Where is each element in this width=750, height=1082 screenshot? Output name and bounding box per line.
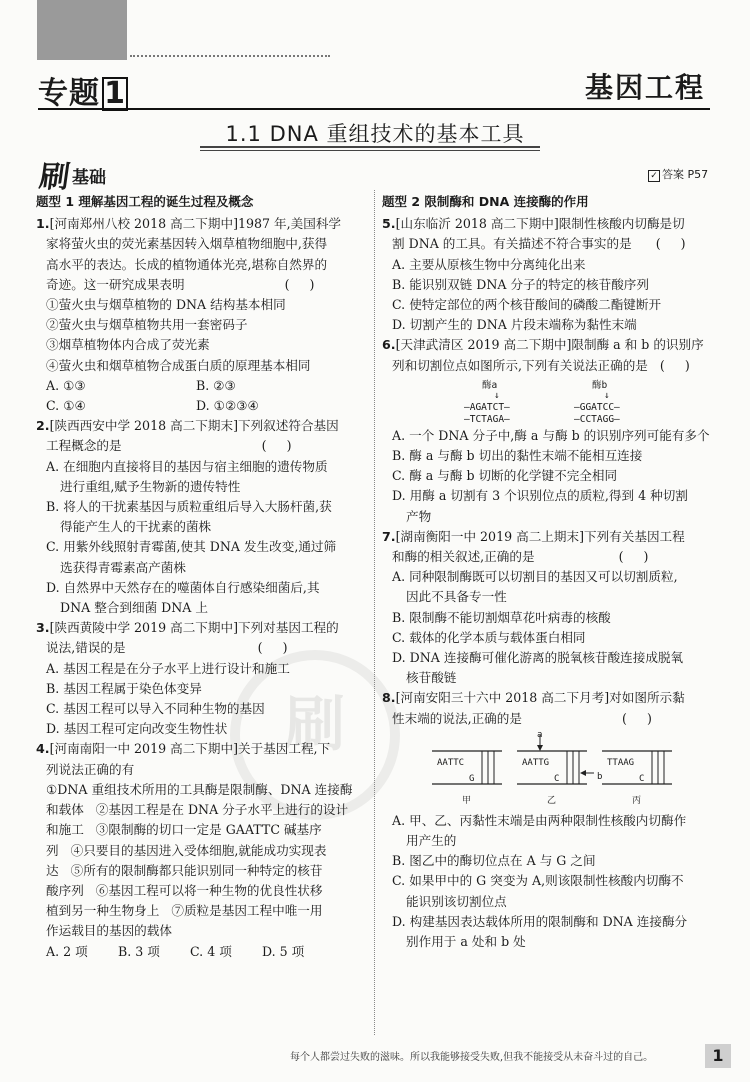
option-d-cont: 产物 (406, 508, 432, 524)
right-column (382, 192, 712, 952)
seq-b-bot: —CCTAGG— (574, 413, 620, 425)
option-a: A. 同种限制酶既可以切割目的基因又可以切割质粒, (392, 569, 678, 585)
option-c: C. 4 项 (190, 943, 232, 959)
dotted-decoration (130, 55, 330, 57)
label-a: a (537, 729, 543, 740)
option-c: C. ①④ (46, 398, 86, 414)
option-c-cont: 能识别该切割位点 (406, 893, 507, 909)
question-text: 家将萤火虫的荧光素基因转入烟草植物细胞中,获得 (46, 236, 328, 252)
option-c: C. 载体的化学本质与载体蛋白相同 (392, 629, 586, 645)
option-d-cont: DNA 整合到细菌 DNA 上 (60, 600, 208, 616)
option-c: C. 使特定部位的两个核苷酸间的磷酸二酯键断开 (392, 297, 662, 313)
question-5 (382, 214, 712, 335)
statement: ②萤火虫与烟草植物共用一套密码子 (46, 317, 248, 333)
statement: ④萤火虫和烟草植物合成蛋白质的原理基本相同 (46, 357, 311, 373)
option-c: C. 酶 a 与酶 b 切断的化学键不完全相同 (392, 468, 618, 484)
statement: 和施工 ③限制酶的切口一定是 GAATTC 碱基序 (46, 822, 322, 838)
option-a: A. 2 项 (46, 943, 88, 959)
option-row (36, 942, 368, 962)
statement: ①萤火虫与烟草植物的 DNA 结构基本相同 (46, 297, 286, 313)
seq-a-bot: —TCTAGA— (464, 413, 510, 425)
option-d-cont: 核苷酸链 (406, 670, 457, 686)
question-number: 6. (382, 337, 396, 353)
arrow-down-icon: ↓ (494, 389, 500, 401)
option-b: B. 限制酶不能切割烟草花叶病毒的核酸 (392, 609, 611, 625)
option-d: D. 5 项 (262, 943, 305, 959)
statement: 作运载目的基因的载体 (46, 923, 172, 939)
option-b: B. 图乙中的酶切位点在 A 与 G 之间 (392, 853, 596, 869)
option-b: B. 将人的干扰素基因与质粒重组后导入大肠杆菌,获 (46, 499, 332, 515)
question-number: 7. (382, 528, 396, 544)
option-a: A. 在细胞内直接将目的基因与宿主细胞的遗传物质 (46, 458, 328, 474)
question-text: [天津武清区 2019 高二下期中]限制酶 a 和 b 的识别序 (395, 337, 704, 353)
topic-label-text: 专题 (38, 76, 100, 111)
yi-c: C (554, 773, 560, 784)
answer-reference-text: 答案 P57 (662, 168, 709, 181)
question-text: 列和切割位点如图所示,下列有关说法正确的是 ( ) (392, 357, 690, 373)
option-d: D. 自然界中天然存在的噬菌体自行感染细菌后,其 (46, 579, 320, 595)
label-yi: 乙 (547, 795, 557, 806)
chapter-title: 基因工程 (585, 71, 706, 104)
question-text: [河南安阳三十六中 2018 高二下月考]对如图所示黏 (395, 690, 685, 706)
option-c: C. 用紫外线照射青霉菌,使其 DNA 发生改变,通过筛 (46, 539, 337, 555)
option-c-cont: 选获得青霉素高产菌株 (60, 559, 186, 575)
question-text: [山东临沂 2018 高二下期中]限制性核酸内切酶是切 (395, 216, 685, 232)
question-3 (36, 618, 368, 739)
option-a-cont: 进行重组,赋予生物新的遗传特性 (60, 478, 241, 494)
question-text: 割 DNA 的工具。有关描述不符合事实的是 ( ) (392, 236, 686, 252)
question-type-2: 题型 2 限制酶和 DNA 连接酶的作用 (382, 194, 589, 209)
section-title: 1.1 DNA 重组技术的基本工具 (225, 122, 525, 146)
question-number: 4. (36, 741, 50, 757)
column-divider (374, 190, 375, 1035)
question-number: 5. (382, 216, 396, 232)
question-text: 列说法正确的有 (46, 761, 135, 777)
statement: 列 ④只要目的基因进入受体细胞,就能成功实现表 (46, 842, 327, 858)
label-jia: 甲 (462, 795, 472, 806)
corner-gray-block (37, 0, 127, 60)
option-b: B. 能识别双链 DNA 分子的特定的核苷酸序列 (392, 276, 649, 292)
sticky-end-figure (382, 729, 712, 811)
question-text: 奇迹。这一研究成果表明 ( ) (46, 276, 315, 292)
option-a: A. 甲、乙、丙黏性末端是由两种限制性核酸内切酶作 (392, 812, 687, 828)
option-b: B. 3 项 (118, 943, 160, 959)
option-d-cont: 别作用于 a 处和 b 处 (406, 934, 526, 950)
statement: 酸序列 ⑥基因工程可以将一种生物的优良性状移 (46, 882, 323, 898)
enzyme-b-label: 酶b (592, 379, 608, 391)
option-a: A. 基因工程是在分子水平上进行设计和施工 (46, 660, 290, 676)
enzyme-a-label: 酶a (482, 379, 498, 391)
option-d: D. DNA 连接酶可催化游离的脱氧核苷酸连接成脱氧 (392, 650, 684, 666)
seq-b-top: —GGATCC— (574, 401, 620, 413)
option-b: B. ②③ (196, 377, 236, 393)
option-d: D. 用酶 a 切割有 3 个识别位点的质粒,得到 4 种切割 (392, 488, 688, 504)
question-text: [陕西黄陵中学 2019 高二下期中]下列对基因工程的 (49, 620, 339, 636)
statement: 达 ⑤所有的限制酶都只能识别同一种特定的核苷 (46, 862, 323, 878)
shua-logo: 刷 (37, 160, 72, 195)
question-text: 和酶的相关叙述,正确的是 ( ) (392, 549, 649, 565)
question-number: 2. (36, 418, 50, 434)
topic-label (38, 68, 128, 112)
seq-a-top: —AGATCT— (464, 401, 510, 413)
option-a-cont: 因此不具备专一性 (406, 589, 507, 605)
statement: ③烟草植物体内合成了荧光素 (46, 337, 210, 353)
option-c: C. 基因工程可以导入不同种生物的基因 (46, 701, 265, 717)
question-number: 8. (382, 690, 396, 706)
question-2 (36, 416, 368, 618)
arrow-down-icon: ↓ (604, 389, 610, 401)
watermark-stamp: 刷 (230, 650, 400, 820)
section-rule (200, 146, 540, 151)
statement: 植到另一种生物身上 ⑦质粒是基因工程中唯一用 (46, 903, 323, 919)
footer-motto: 每个人都尝过失败的滋味。所以我能够接受失败,但我不能接受从未奋斗过的自己。 (290, 1052, 654, 1063)
question-6 (382, 335, 712, 526)
jia-seq: AATTC (437, 757, 465, 768)
option-row (36, 376, 368, 396)
option-d: D. 切割产生的 DNA 片段末端称为黏性末端 (392, 317, 637, 333)
question-7 (382, 527, 712, 689)
bing-c: C (639, 773, 645, 784)
question-1 (36, 214, 368, 416)
option-b: B. 基因工程属于染色体变异 (46, 680, 202, 696)
question-number: 3. (36, 620, 50, 636)
question-text: 工程概念的是 ( ) (46, 438, 292, 454)
question-text: [河南南阳一中 2019 高二下期中]关于基因工程,下 (49, 741, 331, 757)
option-a: A. 一个 DNA 分子中,酶 a 与酶 b 的识别序列可能有多个 (392, 427, 710, 443)
topic-rule (38, 108, 710, 110)
question-text: 性末端的说法,正确的是 ( ) (392, 710, 652, 726)
basic-label: 基础 (72, 168, 106, 188)
statement: ①DNA 重组技术所用的工具酶是限制酶、DNA 连接酶 (46, 781, 353, 797)
option-b-cont: 得能产生人的干扰素的菌株 (60, 519, 212, 535)
question-text: [陕西西安中学 2018 高二下期末]下列叙述符合基因 (49, 418, 339, 434)
option-d: D. ①②③④ (196, 398, 259, 414)
question-text: 高水平的表达。长成的植物通体光亮,堪称自然界的 (46, 256, 328, 272)
option-a-cont: 用产生的 (406, 833, 457, 849)
option-c: C. 如果甲中的 G 突变为 A,则该限制性核酸内切酶不 (392, 873, 684, 889)
label-bing: 丙 (632, 795, 642, 806)
question-number: 1. (36, 216, 50, 232)
answer-reference (648, 166, 708, 182)
left-column (36, 192, 368, 962)
option-d: D. 基因工程可定向改变生物性状 (46, 721, 228, 737)
page-number: 1 (705, 1044, 731, 1068)
statement: 和载体 ②基因工程是在 DNA 分子水平上进行的设计 (46, 802, 349, 818)
option-a: A. ①③ (46, 377, 86, 393)
option-d: D. 构建基因表达载体所用的限制酶和 DNA 连接酶分 (392, 913, 688, 929)
topic-number: 1 (102, 77, 128, 111)
question-type-1: 题型 1 理解基因工程的诞生过程及概念 (36, 194, 254, 209)
question-text: 说法,错误的是 ( ) (46, 640, 288, 656)
question-text: [湖南衡阳一中 2019 高二上期末]下列有关基因工程 (395, 528, 685, 544)
option-b: B. 酶 a 与酶 b 切出的黏性末端不能相互连接 (392, 448, 643, 464)
option-row (36, 396, 368, 416)
check-icon: ✓ (648, 170, 660, 182)
label-b: b (597, 771, 603, 782)
jia-g: G (469, 773, 475, 784)
bing-seq: TTAAG (607, 757, 635, 768)
question-8 (382, 688, 712, 952)
question-4 (36, 739, 368, 961)
option-a: A. 主要从原核生物中分离纯化出来 (392, 256, 586, 272)
yi-seq: AATTG (522, 757, 550, 768)
enzyme-figure (382, 376, 712, 426)
question-text: [河南郑州八校 2018 高二下期中]1987 年,美国科学 (49, 216, 342, 232)
